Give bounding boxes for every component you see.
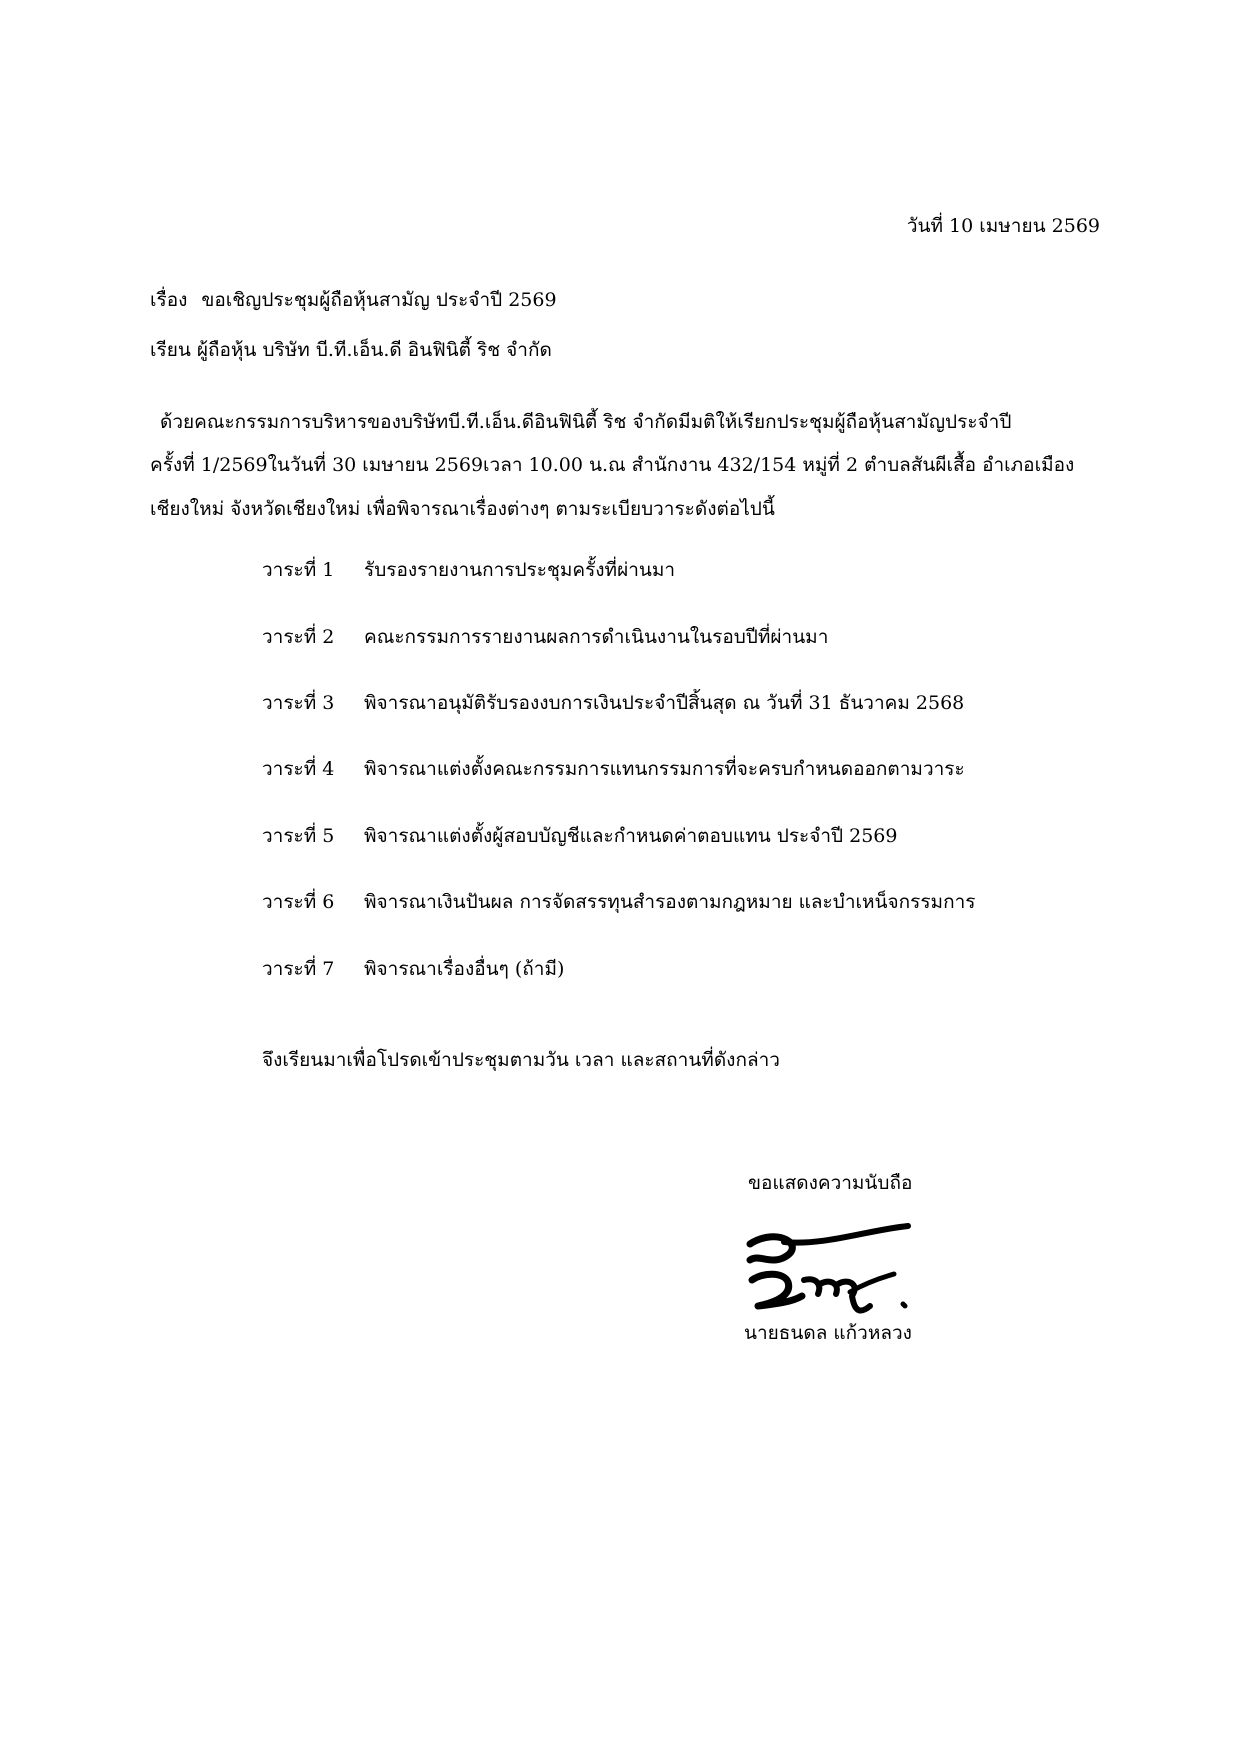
- agenda-text: พิจารณาแต่งตั้งคณะกรรมการแทนกรรมการที่จะครบกำหนดออกตามวาระ: [364, 758, 965, 780]
- agenda-number: วาระที่ 5: [262, 825, 335, 847]
- subject-line: [150, 287, 557, 313]
- agenda-text: พิจารณาเรื่องอื่นๆ (ถ้ามี): [364, 958, 565, 980]
- agenda-item: [262, 557, 675, 583]
- body-paragraph-line-3: เชียงใหม่ จังหวัดเชียงใหม่ เพื่อพิจารณาเรื่องต่างๆ ตามระเบียบวาระดังต่อไปนี้: [150, 498, 775, 520]
- body-paragraph-line-2: ครั้งที่ 1/2569ในวันที่ 30 เมษายน 2569เวลา 10.00 น.ณ สำนักงาน 432/154 หมู่ที่ 2 ตำบลสันผีเสื้อ อำเภอเมือง: [150, 454, 1075, 476]
- agenda-item: [262, 756, 965, 782]
- subject-text: ขอเชิญประชุมผู้ถือหุ้นสามัญ ประจำปี 2569: [201, 289, 557, 311]
- subject-label: เรื่อง: [150, 289, 188, 311]
- agenda-number: วาระที่ 6: [262, 891, 335, 913]
- agenda-text: พิจารณาเงินปันผล การจัดสรรทุนสำรองตามกฎหมาย และบำเหน็จกรรมการ: [364, 891, 976, 913]
- agenda-item: [262, 624, 828, 650]
- agenda-number: วาระที่ 1: [262, 559, 335, 581]
- agenda-item: [262, 823, 897, 849]
- agenda-text: รับรองรายงานการประชุมครั้งที่ผ่านมา: [364, 559, 676, 581]
- agenda-number: วาระที่ 4: [262, 758, 335, 780]
- agenda-text: คณะกรรมการรายงานผลการดำเนินงานในรอบปีที่ผ่านมา: [364, 626, 829, 648]
- signer-name: นายธนดล แก้วหลวง: [744, 1322, 912, 1344]
- regards-line: ขอแสดงความนับถือ: [748, 1172, 913, 1194]
- agenda-number: วาระที่ 3: [262, 692, 335, 714]
- agenda-item: [262, 956, 564, 982]
- agenda-item: [262, 690, 964, 716]
- agenda-number: วาระที่ 7: [262, 958, 335, 980]
- recipient-line: เรียน ผู้ถือหุ้น บริษัท บี.ที.เอ็น.ดี อินฟินิตี้ ริช จำกัด: [150, 339, 552, 361]
- body-paragraph-line-1: ด้วยคณะกรรมการบริหารของบริษัทบี.ที.เอ็น.ดีอินฟินิตี้ ริช จำกัดมีมติให้เรียกประชุมผู้ถือหุ้นสามัญประจำปี: [160, 411, 1012, 433]
- closing-line: จึงเรียนมาเพื่อโปรดเข้าประชุมตามวัน เวลา และสถานที่ดังกล่าว: [262, 1049, 780, 1071]
- agenda-item: [262, 889, 975, 915]
- agenda-number: วาระที่ 2: [262, 626, 335, 648]
- letter-date: วันที่ 10 เมษายน 2569: [906, 215, 1100, 237]
- agenda-text: พิจารณาแต่งตั้งผู้สอบบัญชีและกำหนดค่าตอบแทน ประจำปี 2569: [364, 825, 898, 847]
- agenda-text: พิจารณาอนุมัติรับรองงบการเงินประจำปีสิ้นสุด ณ วันที่ 31 ธันวาคม 2568: [364, 692, 965, 714]
- signature-image: [738, 1222, 928, 1318]
